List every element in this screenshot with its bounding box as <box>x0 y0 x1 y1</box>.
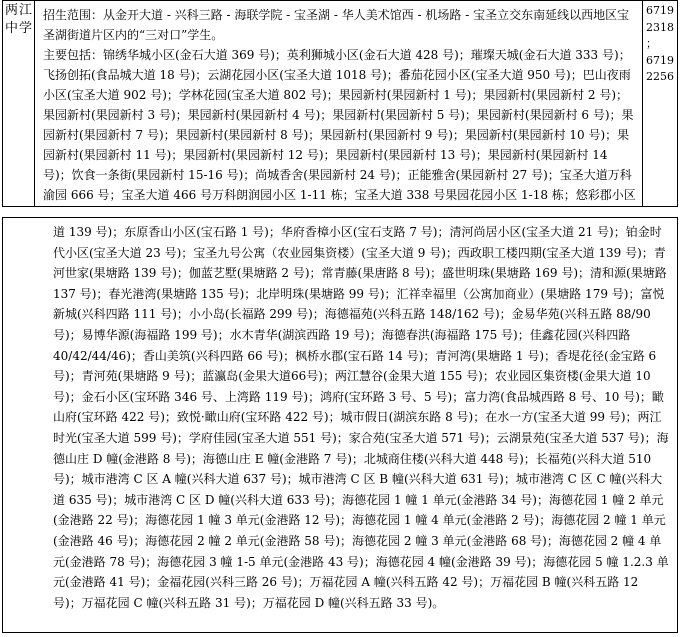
enrollment-scope-text <box>43 5 636 225</box>
phone-line1: 6719 <box>646 4 674 17</box>
school-name-cell <box>3 1 35 206</box>
phone-line2: 2318 <box>646 20 674 34</box>
includes-paragraph: 主要包括：锦绣华城小区(金石大道 369 号)；英利狮城小区(金石大道 428 号)；璀璨天城(金石大道 333 号)；飞扬创拓(食品城大道 18 号)；云湖花园小区(宝圣大道 1018 号)；番茄花园小区(宝圣大道 950 号)；巴山夜雨小区(宝圣大道 902 号)；学林花园(宝圣大道 802 号)；果园新村(果园新村 1 号)；果园新村(果园新村 2 号)；果园新村(果园新村 3 号)；果园新村(果园新村 4 号)；果园新村(果园新村 5 号)；果园新村(果园新村 6 号)；果园新村(果园新村 7 号)；果园新村(果园新村 8 号)；果园新村(果园新村 9 号)；果园新村(果园新村 10 号)；果园新村(果园新村 11 号)；果园新村(果园新村 12 号)；果园新村(果园新村 13 号)；果园新村(果园新村 14 号)；饮食一条街(果园新村 15-16 号)；尚城香舍(果园新村 24 号)；正能雅舍(果园新村 27 号)；宝圣大道万科渝园 666 号；宝圣大道 466 号万科朗润园小区 1-11 栋；宝圣大道 338 号果园花园小区 1-18 栋；悠彩郡小区 <box>43 48 636 202</box>
school-name-line2: 中学 <box>5 21 34 36</box>
table-row-bottom <box>2 217 678 633</box>
phone-separator: ； <box>646 37 657 50</box>
phone-line4: 6719 <box>646 53 674 67</box>
school-name-line1: 两江 <box>5 3 34 18</box>
enrollment-scope-cell <box>35 1 643 206</box>
page-gap <box>2 207 678 217</box>
phone-line5: 2256 <box>646 70 674 83</box>
phone-cell <box>643 1 677 206</box>
scope-paragraph: 招生范围：从金开大道 - 兴科三路 - 海联学院 - 宝圣湖 - 华人美术馆西 - 机场路 - 宝圣立交东南延线以西地区宝圣湖街道片区内的“三对口”学生。 <box>43 8 630 42</box>
phone-number <box>646 3 674 86</box>
school-name <box>5 2 33 38</box>
table-row-top <box>2 0 678 207</box>
enrollment-continued-text: 道 139 号)；东原香山小区(宝石路 1 号)；华府香樟小区(宝石支路 7 号)；清河尚居小区(宝圣大道 21 号)；铂金时代小区(宝圣大道 23 号)；宝圣九号公寓（农业园集资楼）(宝圣大道 9 号)；西政职工楼四期(宝圣大道 139 号)；青河世家(果塘路 139 号)；伽蓝艺墅(果塘路 2 号)；常青藤(果唐路 8 号)；盛世明珠(果塘路 169 号)；清和源(果塘路 137 号)；春光港湾(果塘路 135 号)；北岸明珠(果塘路 99 号)；汇祥幸福里（公寓加商业）(果塘路 179 号)；富悦新城(兴科四路 111 号)；小小岛(长福路 299 号)；海德福苑(兴科五路 148/162 号)；金易华苑(兴科五路 88/90 号)；易博华源(海福路 199 号)；水木青华(湖滨西路 19 号)；海德春洪(海福路 175 号)；佳鑫花园(兴科四路 40/42/44/46)；香山美筑(兴科四路 66 号)；枫桥水郡(宝石路 14 号)；青河湾(果塘路 1 号)；香堤花径(金宝路 6 号)；青河苑(果塘路 9 号)；蓝瀛岛(金果大道66号)；两江慧谷(金果大道 155 号)；农业园区集资楼(金果大道 10 号)；金石小区(宝环路 346 号、上湾路 119 号)；鸿府(宝环路 3 号、5 号)；富力湾(食品城西路 8 号、10 号)；瞰山府(宝环路 422 号)；致悦·瞰山府(宝环路 422 号)；城市假日(湖滨东路 8 号)；在水一方(宝圣大道 99 号)；两江时光(宝圣大道 599 号)；学府佳园(宝圣大道 551 号)；家合苑(宝圣大道 571 号)；云湖景苑(宝圣大道 537 号)；海德山庄 D 幢(金港路 8 号)；海德山庄 E 幢(金港路 7 号)；北城商住楼(兴科大道 448 号)；长福苑(兴科大道 510 号)；城市港湾 C 区 A 幢(兴科大道 637 号)；城市港湾 C 区 B 幢(兴科大道 631 号)；城市港湾 C 区 C 幢(兴科大道 635 号)；城市港湾 C 区 D 幢(兴科大道 633 号)；海德花园 1 幢 1 单元(金港路 34 号)；海德花园 1 幢 2 单元(金港路 22 号)；海德花园 1 幢 3 单元(金港路 12 号)；海德花园 1 幢 4 单元(金港路 2 号)；海德花园 2 幢 1 单元(金港路 46 号)；海德花园 2 幢 2 单元(金港路 58 号)；海德花园 2 幢 3 单元(金港路 68 号)；海德花园 2 幢 4 单元(金港路 78 号)；海德花园 3 幢 1-5 单元(金港路 43 号)；海德花园 4 幢(金港路 39 号)；海德花园 5 幢 1.2.3 单元(金港路 41 号)；金福花园(兴科三路 26 号)；万福花园 A 幢(兴科五路 42 号)；万福花园 B 幢(兴科五路 12 号)；万福花园 C 幢(兴科五路 31 号)；万福花园 D 幢(兴科五路 33 号)。 <box>53 225 669 610</box>
